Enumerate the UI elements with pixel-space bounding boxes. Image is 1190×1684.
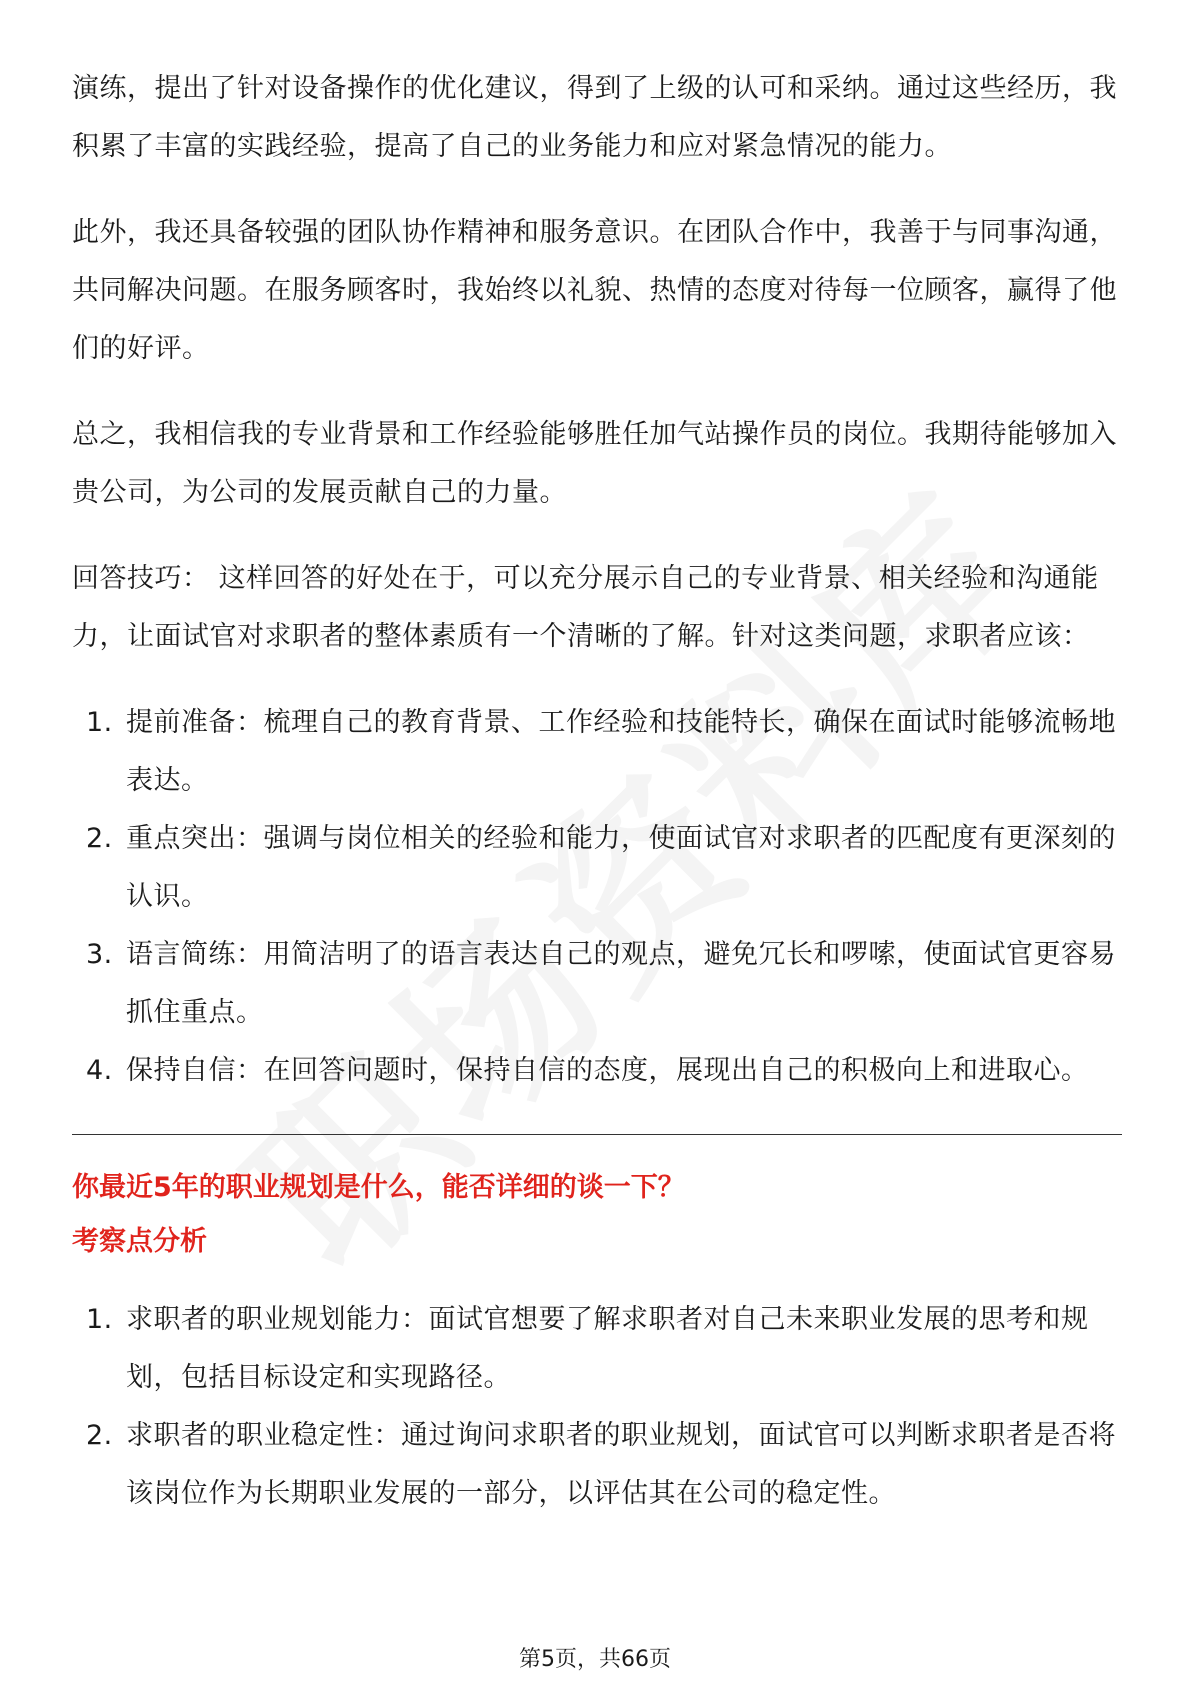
page-content	[72, 60, 1122, 1523]
paragraph: 演练，提出了针对设备操作的优化建议，得到了上级的认可和采纳。通过这些经历，我积累了丰富的实践经验，提高了自己的业务能力和应对紧急情况的能力。	[72, 73, 1117, 162]
list-item	[72, 1407, 1122, 1523]
page-number: 第5页，共66页	[519, 1647, 671, 1672]
list-number: 2.	[86, 823, 113, 854]
list-item	[72, 1291, 1122, 1407]
list-item	[72, 694, 1122, 810]
answer-tips-paragraph: 回答技巧： 这样回答的好处在于，可以充分展示自己的专业背景、相关经验和沟通能力，让面试官对求职者的整体素质有一个清晰的了解。针对这类问题，求职者应该：	[72, 563, 1099, 652]
list-number: 2.	[86, 1420, 113, 1451]
tips-list	[72, 694, 1122, 1100]
list-number: 1.	[86, 1304, 113, 1335]
list-item	[72, 1042, 1122, 1100]
list-number: 3.	[86, 939, 113, 970]
analysis-list	[72, 1291, 1122, 1523]
list-item-text: 求职者的职业稳定性：通过询问求职者的职业规划，面试官可以判断求职者是否将该岗位作为长期职业发展的一部分，以评估其在公司的稳定性。	[126, 1420, 1116, 1509]
paragraph: 此外，我还具备较强的团队协作精神和服务意识。在团队合作中，我善于与同事沟通，共同解决问题。在服务顾客时，我始终以礼貌、热情的态度对待每一位顾客，赢得了他们的好评。	[72, 217, 1117, 364]
list-number: 4.	[86, 1055, 113, 1086]
list-item	[72, 810, 1122, 926]
list-number: 1.	[86, 707, 113, 738]
section-divider	[72, 1134, 1122, 1135]
list-item	[72, 926, 1122, 1042]
list-item-text: 提前准备：梳理自己的教育背景、工作经验和技能特长，确保在面试时能够流畅地表达。	[126, 707, 1116, 796]
question-heading: 你最近5年的职业规划是什么，能否详细的谈一下？	[72, 1172, 685, 1203]
list-item-text: 求职者的职业规划能力：面试官想要了解求职者对自己未来职业发展的思考和规划，包括目标设定和实现路径。	[126, 1304, 1089, 1393]
analysis-heading: 考察点分析	[72, 1226, 207, 1257]
paragraph: 总之，我相信我的专业背景和工作经验能够胜任加气站操作员的岗位。我期待能够加入贵公司，为公司的发展贡献自己的力量。	[72, 419, 1117, 508]
list-item-text: 语言简练：用简洁明了的语言表达自己的观点，避免冗长和啰嗦，使面试官更容易抓住重点。	[126, 939, 1116, 1028]
list-item-text: 保持自信：在回答问题时，保持自信的态度，展现出自己的积极向上和进取心。	[126, 1055, 1089, 1086]
list-item-text: 重点突出：强调与岗位相关的经验和能力，使面试官对求职者的匹配度有更深刻的认识。	[126, 823, 1116, 912]
